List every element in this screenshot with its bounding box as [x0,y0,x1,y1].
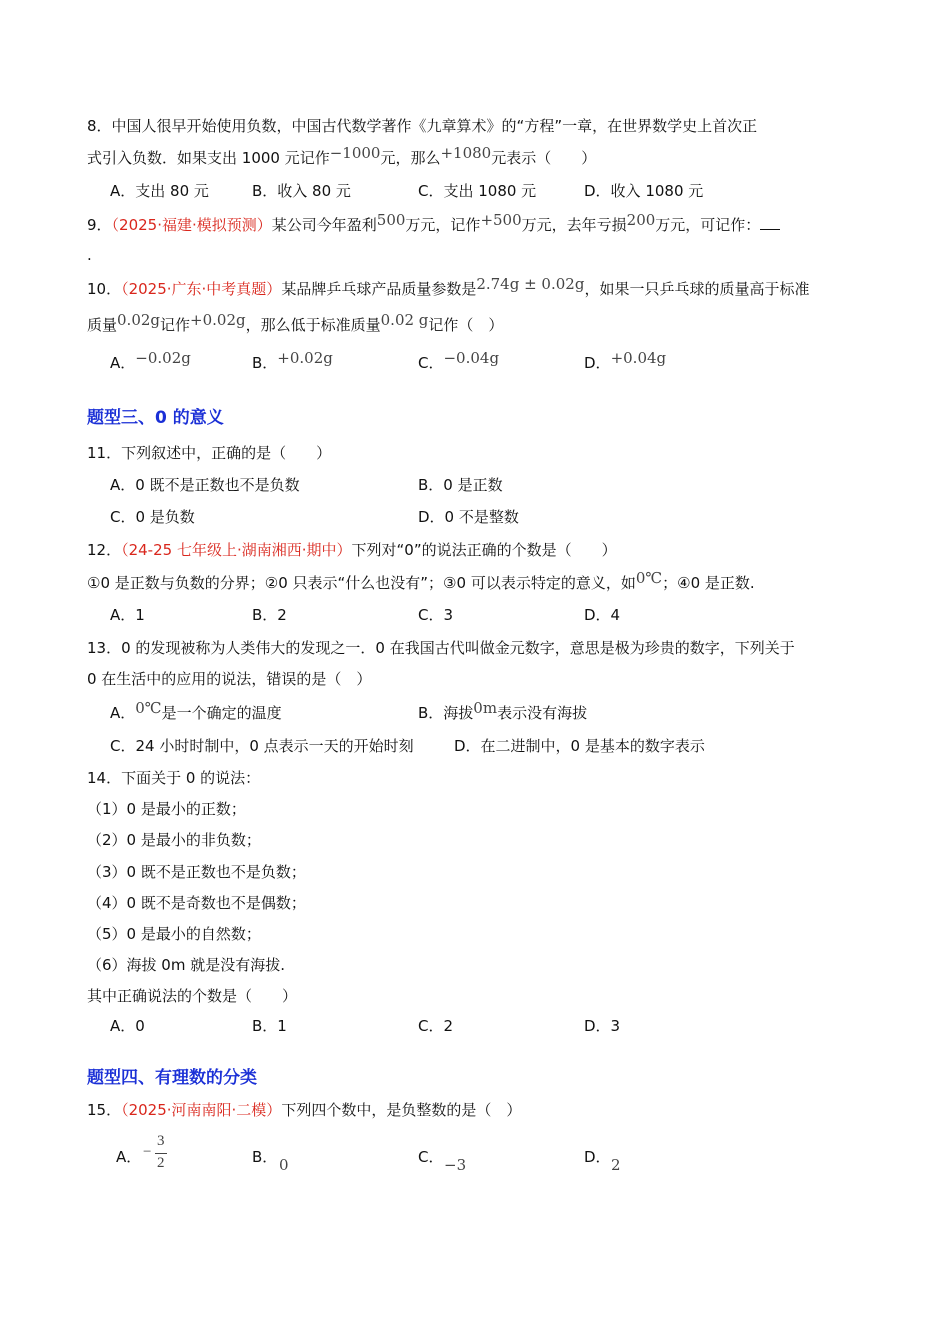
q10-option-c-label: C． [418,354,444,372]
q10-option-d [584,349,667,373]
q12-text-a: 下列对“0”的说法正确的个数是（ ） [351,541,617,559]
q15-line1 [87,1100,521,1120]
q12-text-c: ；④0 是正数. [662,574,755,592]
q10-line1 [87,275,810,299]
q9-math-1: 500 [376,211,406,229]
q10-text-f: 记作（ ） [428,316,504,334]
q13-option-a [110,699,282,723]
q9-number: 9． [87,216,112,234]
q10-option-a-math: −0.02g [135,349,191,367]
q10-text-b: ，如果一只乒乓球的质量高于标准 [584,280,810,298]
q15-fraction-denominator: 2 [157,1155,165,1171]
q11-option-b: B．0 是正数 [418,476,503,494]
q10-option-b-math: +0.02g [277,349,333,367]
q13-option-a-label: A． [110,704,136,722]
q15-option-d-label: D． [584,1148,611,1166]
q13-option-d: D．在二进制中，0 是基本的数字表示 [454,737,705,755]
q14-stem: 14．下面关于 0 的说法： [87,769,261,787]
q9-text-a: 某公司今年盈利 [271,216,377,234]
q10-text-e: ，那么低于标准质量 [245,316,381,334]
q13-option-a-math: 0℃ [135,699,162,717]
q8-text-c: 元表示（ ） [491,149,597,167]
q15-option-b-math: 0 [279,1156,289,1174]
q12-line2 [87,569,755,593]
q9-text-c: 万元，去年亏损 [521,216,627,234]
q8-text-a: 式引入负数．如果支出 1000 元记作 [87,149,330,167]
q15-fraction-numerator: 3 [157,1133,165,1149]
q13-option-b-math: 0m [473,699,498,717]
q9-text-d: 万元，可记作： [655,216,761,234]
q10-number: 10． [87,280,122,298]
section-heading-4: 题型四、有理数的分类 [87,1068,257,1088]
q10-option-a [110,349,191,373]
q15-text-a: 下列四个数中，是负整数的是（ ） [281,1101,522,1119]
q15-source: （2025·河南南阳·二模） [121,1101,282,1119]
q12-source: （24-25 七年级上·湖南湘西·期中） [121,541,352,559]
q10-option-d-math: +0.04g [610,349,667,367]
q10-math-2: 0.02g [117,311,161,329]
q13-line1: 13．0 的发现被称为人类伟大的发现之一．0 在我国古代叫做金元数字，意思是极为珍贵的数字，下列关于 [87,639,795,657]
q10-option-b-label: B． [252,354,278,372]
q9-text-b: 万元，记作 [405,216,481,234]
q12-math-1: 0℃ [635,569,663,587]
q10-text-d: 记作 [160,316,191,334]
q15-fraction-minus: − [143,1144,152,1160]
q12-option-b: B．2 [252,606,287,624]
q9-math-3: 200 [626,211,656,229]
q12-number: 12． [87,541,122,559]
q8-option-c: C．支出 1080 元 [418,182,537,200]
q14-item-1: （1）0 是最小的正数； [87,800,246,818]
q14-question: 其中正确说法的个数是（ ） [87,987,298,1005]
q15-option-c-math: −3 [444,1156,467,1174]
q9-math-2: +500 [480,211,522,229]
q14-item-2: （2）0 是最小的非负数； [87,831,261,849]
q14-option-b: B．1 [252,1017,287,1035]
q10-math-3: +0.02g [190,311,246,329]
q9-period: . [87,246,92,264]
q13-option-c: C．24 小时时制中，0 点表示一天的开始时刻 [110,737,414,755]
section-heading-3: 题型三、0 的意义 [87,408,224,428]
q8-line2 [87,144,597,168]
q11-option-a: A．0 既不是正数也不是负数 [110,476,300,494]
q12-option-a: A．1 [110,606,145,624]
q9-source: （2025·福建·模拟预测） [111,216,272,234]
q8-text-b: 元，那么 [380,149,441,167]
q8-option-b: B．收入 80 元 [252,182,351,200]
q10-text-c: 质量 [87,316,118,334]
q15-option-a-label: A． [116,1148,142,1166]
q8-option-d: D．收入 1080 元 [584,182,704,200]
q10-math-4: 0.02 g [380,311,429,329]
q12-option-c: C．3 [418,606,454,624]
q13-line2: 0 在生活中的应用的说法，错误的是（ ） [87,670,372,688]
q12-text-b: ①0 是正数与负数的分界；②0 只表示“什么也没有”；③0 可以表示特定的意义，如 [87,574,636,592]
q9-answer-blank[interactable] [760,215,780,230]
q14-item-6: （6）海拔 0m 就是没有海拔. [87,956,286,974]
q14-item-3: （3）0 既不是正数也不是负数； [87,863,306,881]
q8-math-2: +1080 [440,144,492,162]
q12-option-d: D．4 [584,606,621,624]
q15-option-c-label: C． [418,1148,444,1166]
q15-fraction-bar [155,1153,167,1154]
q10-option-c-math: −0.04g [443,349,500,367]
q11-stem: 11．下列叙述中，正确的是（ ） [87,444,332,462]
q8-option-a: A．支出 80 元 [110,182,209,200]
q13-option-a-text: 是一个确定的温度 [161,704,282,722]
q14-item-5: （5）0 是最小的自然数； [87,925,261,943]
q10-line2 [87,311,504,335]
q15-number: 15． [87,1101,122,1119]
q9-line1 [87,211,780,235]
q10-math-1: 2.74g ± 0.02g [476,275,585,293]
q10-option-a-label: A． [110,354,136,372]
q14-item-4: （4）0 既不是奇数也不是偶数； [87,894,306,912]
q10-option-c [418,349,500,373]
q10-source: （2025·广东·中考真题） [121,280,282,298]
q11-option-d: D．0 不是整数 [418,508,519,526]
q11-option-c: C．0 是负数 [110,508,195,526]
q15-option-a-fraction [143,1133,173,1177]
q8-math-1: −1000 [329,144,381,162]
q15-option-d-math: 2 [611,1156,621,1174]
q8-line1: 8．中国人很早开始使用负数，中国古代数学著作《九章算术》的“方程”一章，在世界数学史上首次正 [87,117,758,135]
q13-option-b-text: 表示没有海拔 [497,704,588,722]
q10-option-b [252,349,333,373]
q13-option-b-label: B．海拔 [418,704,474,722]
q14-option-c: C．2 [418,1017,454,1035]
q14-option-a: A．0 [110,1017,145,1035]
q14-option-d: D．3 [584,1017,621,1035]
q12-line1 [87,540,617,560]
q10-option-d-label: D． [584,354,611,372]
q13-option-b [418,699,588,723]
q10-text-a: 某品牌乒乓球产品质量参数是 [281,280,477,298]
q15-option-b-label: B． [252,1148,278,1166]
